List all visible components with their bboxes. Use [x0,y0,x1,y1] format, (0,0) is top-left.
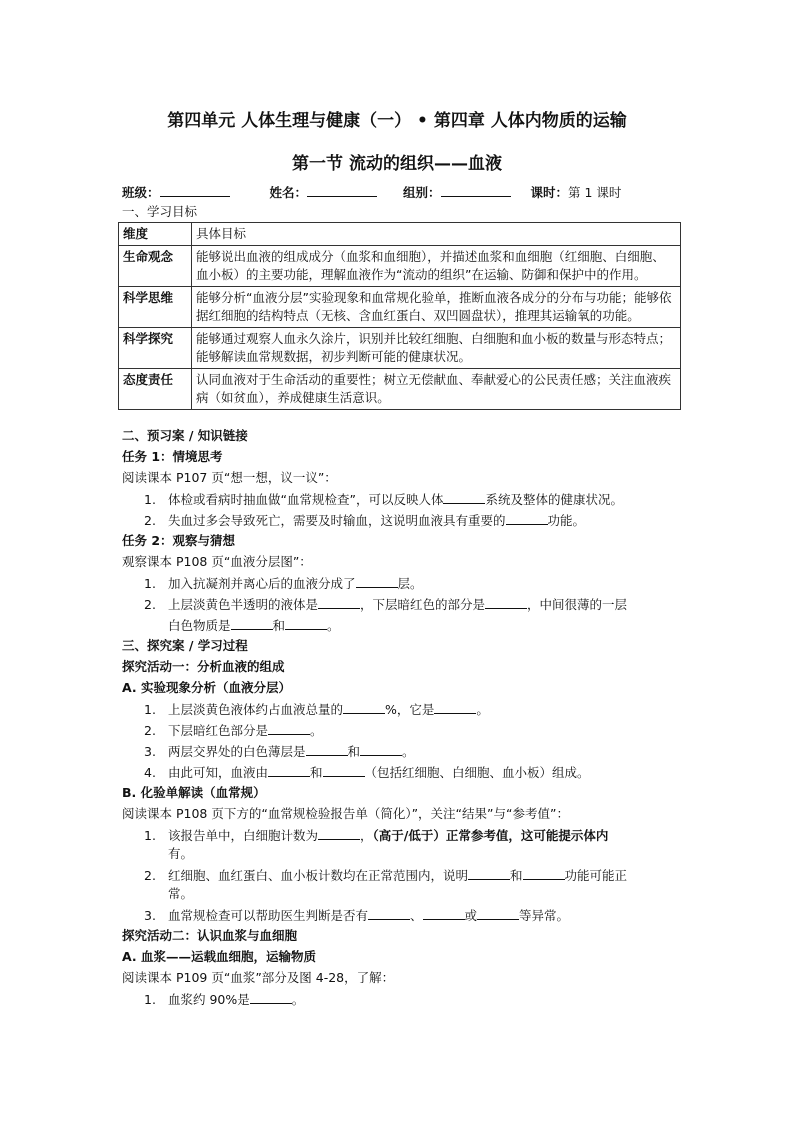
name-blank[interactable] [307,184,377,197]
name-label: 姓名： [269,185,308,200]
list-item: 1. 该报告单中，白细胞计数为 ，（高于/低于）正常参考值，这可能提示体内 [144,828,609,843]
row-goal-text: 能够分析“血液分层”实验现象和血常规化验单，推断血液各成分的分布与功能；能够依据红细胞的结构特点（无核、含血红蛋白、双凹圆盘状），推理其运输氧的功能。 [192,287,681,328]
answer-blank[interactable] [268,722,310,735]
row-dimension: 态度责任 [119,369,192,410]
answer-blank[interactable] [268,764,310,777]
answer-blank[interactable] [443,491,485,504]
preview-heading: 二、预习案 / 知识链接 [122,428,248,443]
unit-title: 第四单元 人体生理与健康（一） • 第四章 人体内物质的运输 [167,111,627,131]
task1-title: 任务 1：情境思考 [122,449,223,464]
list-item: 1. 加入抗凝剂并离心后的血液分成了 层。 [144,576,423,591]
task2-intro: 观察课本 P108 页“血液分层图”： [122,554,312,569]
list-item: 1. 血浆约 90%是 。 [144,992,305,1007]
row-dimension: 科学思维 [119,287,192,328]
list-item-continued: 常。 [168,886,194,901]
learning-goals-table [118,222,681,410]
activity2-intro: 阅读课本 P109 页“血浆”部分及图 4-28，了解： [122,970,395,985]
group-label: 组别： [403,185,441,200]
answer-blank[interactable] [468,867,510,880]
answer-blank[interactable] [506,512,548,525]
answer-blank[interactable] [285,617,327,630]
activity1-B-intro: 阅读课本 P108 页下方的“血常规检验报告单（简化）”，关注“结果”与“参考值”： [122,806,569,821]
table-header-row [119,223,681,246]
task2-title: 任务 2：观察与猜想 [122,533,236,548]
list-item: 4. 由此可知，血液由 和 （包括红细胞、白细胞、血小板）组成。 [144,765,590,780]
row-goal-text: 能够通过观察人血永久涂片，识别并比较红细胞、白细胞和血小板的数量与形态特点；能够解读血常规数据，初步判断可能的健康状况。 [192,328,681,369]
table-row [119,287,681,328]
table-row [119,246,681,287]
answer-blank[interactable] [343,701,385,714]
answer-blank[interactable] [318,827,360,840]
list-item: 2. 上层淡黄色半透明的液体是 ，下层暗红色的部分是 ，中间很薄的一层 [144,597,628,612]
header-dimension: 维度 [119,223,192,246]
list-item: 1. 上层淡黄色液体约占血液总量的 %，它是 。 [144,702,489,717]
period-label: 课时： [530,185,569,200]
answer-blank[interactable] [318,596,360,609]
period-value: 第 1 课时 [568,185,622,200]
activity2-A-title: A. 血浆——运载血细胞，运输物质 [122,949,317,964]
list-item: 2. 失血过多会导致死亡，需要及时输血，这说明血液具有重要的 功能。 [144,513,586,528]
section-title: 第一节 流动的组织——血液 [292,154,502,174]
group-blank[interactable] [441,184,511,197]
answer-blank[interactable] [250,991,292,1004]
list-item: 3. 血常规检查可以帮助医生判断是否有 、 或 等异常。 [144,908,570,923]
row-goal-text: 能够说出血液的组成成分（血浆和血细胞），并描述血浆和血细胞（红细胞、白细胞、血小板）的主要功能，理解血液作为“流动的组织”在运输、防御和保护中的作用。 [192,246,681,287]
answer-blank[interactable] [434,701,476,714]
activity1-title: 探究活动一：分析血液的组成 [122,659,285,674]
answer-blank[interactable] [360,743,402,756]
activity1-B-title: B. 化验单解读（血常规） [122,785,266,800]
answer-blank[interactable] [477,907,519,920]
list-item-continued: 白色物质是 和 。 [168,618,340,633]
answer-blank[interactable] [485,596,527,609]
activity2-title: 探究活动二：认识血浆与血细胞 [122,928,298,943]
answer-blank[interactable] [368,907,410,920]
header-goal: 具体目标 [192,223,681,246]
answer-blank[interactable] [523,867,565,880]
table-row [119,328,681,369]
answer-blank[interactable] [231,617,273,630]
answer-blank[interactable] [306,743,348,756]
row-dimension: 生命观念 [119,246,192,287]
goals-heading: 一、学习目标 [122,204,198,219]
list-item: 1. 体检或看病时抽血做“血常规检查”，可以反映人体 系统及整体的健康状况。 [144,492,623,507]
task1-intro: 阅读课本 P107 页“想一想，议一议”： [122,470,337,485]
class-label: 班级： [122,185,160,200]
activity1-A-title: A. 实验现象分析（血液分层） [122,680,292,695]
answer-blank[interactable] [423,907,465,920]
list-item: 2. 红细胞、血红蛋白、血小板计数均在正常范围内，说明 和 功能可能正 [144,868,628,883]
list-item: 3. 两层交界处的白色薄层是 和 。 [144,744,415,759]
explore-heading: 三、探究案 / 学习过程 [122,638,248,653]
list-item: 2. 下层暗红色部分是 。 [144,723,323,738]
answer-blank[interactable] [323,764,365,777]
table-row [119,369,681,410]
row-dimension: 科学探究 [119,328,192,369]
answer-blank[interactable] [356,575,398,588]
row-goal-text: 认同血液对于生命活动的重要性；树立无偿献血、奉献爱心的公民责任感；关注血液疾病（如贫血），养成健康生活意识。 [192,369,681,410]
student-info-row [122,183,621,201]
list-item-continued: 有。 [168,846,194,861]
class-blank[interactable] [160,184,230,197]
